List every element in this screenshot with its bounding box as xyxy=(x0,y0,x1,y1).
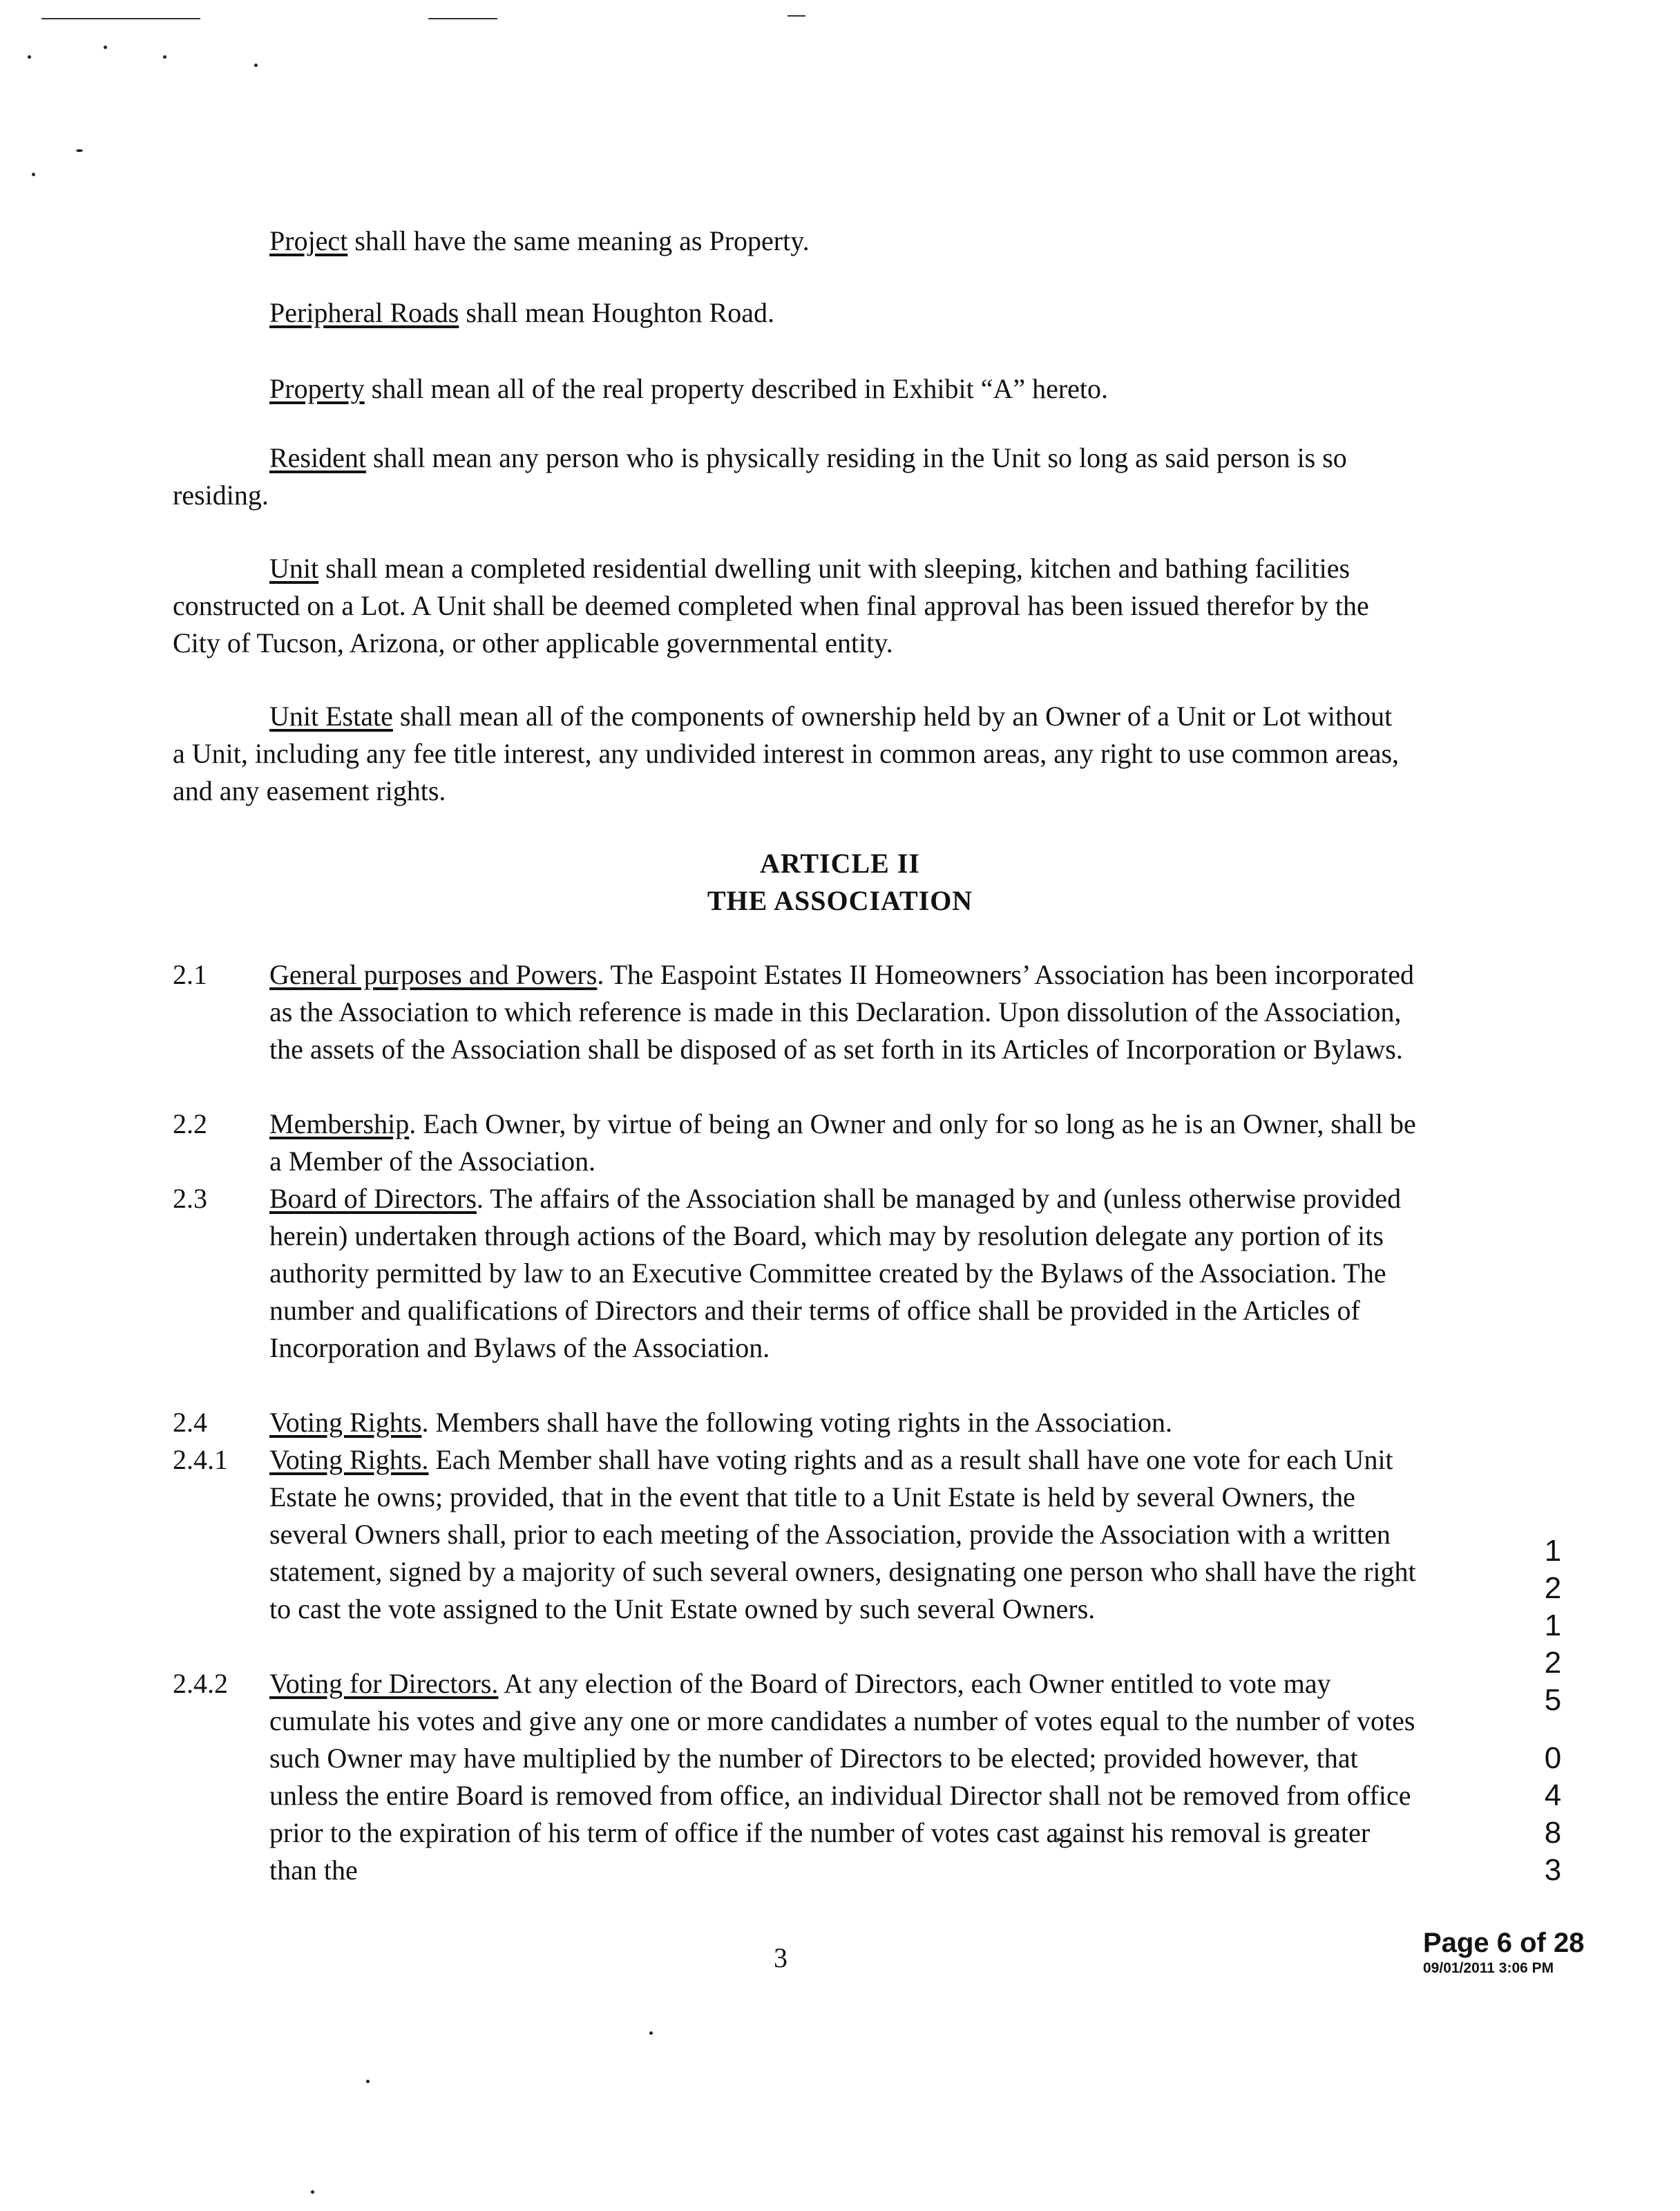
margin-digit: 4 xyxy=(1544,1778,1562,1812)
definition-term: Project xyxy=(269,225,348,256)
section-2-2 xyxy=(173,1106,1416,1180)
section-text: . Each Owner, by virtue of being an Owner and only for so long as he is an Owner, shall be a Member of the Association. xyxy=(269,1108,1416,1177)
section-heading: General purposes and Powers xyxy=(269,959,598,990)
margin-digit: 0 xyxy=(1544,1741,1562,1775)
scan-artifact-line xyxy=(788,15,805,17)
definition-text: shall mean a completed residential dwelling unit with sleeping, kitchen and bathing facilities constructed on a Lot. A Unit shall be deemed completed when final approval has been issued therefor by the City of Tucson, Arizona, or other applicable governmental entity. xyxy=(173,553,1369,658)
definition-project xyxy=(173,222,1409,260)
section-heading: Voting Rights. xyxy=(269,1444,429,1475)
margin-digit: 2 xyxy=(1544,1571,1562,1605)
section-2-4-2 xyxy=(173,1665,1416,1889)
section-2-4-1 xyxy=(173,1441,1416,1628)
section-text: Each Member shall have voting rights and as a result shall have one vote for each Unit Estate he owns; provided, that in the event that title to a Unit Estate is held by several Owners, the several Owners shall, prior to each meeting of the Association, provide the Association with a written statement, signed by a majority of such several owners, designating one person who shall have the right to cast the vote assigned to the Unit Estate owned by such several Owners. xyxy=(269,1444,1416,1624)
definition-term: Property xyxy=(269,373,365,404)
scan-artifact-dot xyxy=(254,64,258,67)
margin-digit: 2 xyxy=(1544,1646,1562,1680)
section-heading: Voting Rights xyxy=(269,1407,422,1438)
section-text: . The affairs of the Association shall be managed by and (unless otherwise provided herein) undertaken through actions of the Board, which may by resolution delegate any portion of its authority permitted by law to an Executive Committee created by the Bylaws of the Association. The number and qualifications of Directors and their terms of office shall be provided in the Articles of Incorporation and Bylaws of the Association. xyxy=(269,1183,1402,1363)
section-2-1 xyxy=(173,956,1416,1068)
scan-artifact-dot xyxy=(28,55,31,59)
margin-digit: 3 xyxy=(1544,1853,1562,1887)
stamp-page-count: Page 6 of 28 xyxy=(1423,1928,1585,1958)
margin-recording-number xyxy=(1539,1532,1567,1889)
scan-artifact-dot xyxy=(32,173,35,176)
definition-property xyxy=(173,370,1409,408)
margin-digit: 1 xyxy=(1544,1609,1562,1642)
section-number: 2.1 xyxy=(173,959,207,990)
scan-artifact-line xyxy=(41,18,200,19)
section-2-3 xyxy=(173,1180,1416,1367)
definition-term: Peripheral Roads xyxy=(269,297,459,328)
scan-artifact-dot xyxy=(366,2080,370,2083)
section-number: 2.2 xyxy=(173,1108,207,1139)
section-text: . The Easpoint Estates II Homeowners’ Association has been incorporated as the Association to which reference is made in this Declaration. Upon dissolution of the Association, the assets of the Association shall be disposed of as set forth in its Articles of Incorporation or Bylaws. xyxy=(269,959,1414,1065)
section-2-4 xyxy=(173,1404,1416,1441)
scan-artifact-dot xyxy=(104,46,107,49)
scan-artifact-dot xyxy=(163,55,166,59)
article-number: ARTICLE II xyxy=(760,848,920,879)
section-text: At any election of the Board of Directors, each Owner entitled to vote may cumulate his votes and give any one or more candidates a number of votes equal to the number of votes such Owner may have multiplied by the number of Directors to be elected; provided however, that unless the entire Board is removed from office, an individual Director shall not be removed from office prior to the expiration of his term of office if the number of votes cast against his removal is greater than the xyxy=(269,1668,1415,1886)
margin-digit: 8 xyxy=(1544,1816,1562,1850)
scan-artifact-dot xyxy=(649,2031,653,2035)
recording-stamp xyxy=(1423,1928,1584,1977)
definition-peripheral-roads xyxy=(173,294,1409,332)
definition-unit-estate xyxy=(173,698,1409,810)
definition-text: shall mean all of the components of ownership held by an Owner of a Unit or Lot without a Unit, including any fee title interest, any undivided interest in common areas, any right to use common areas, and any easement rights. xyxy=(173,701,1400,806)
scan-artifact-dot xyxy=(76,149,83,152)
definition-text: shall mean all of the real property described in Exhibit “A” hereto. xyxy=(364,373,1109,404)
scan-artifact-dot xyxy=(311,2190,314,2194)
section-heading: Voting for Directors. xyxy=(269,1668,499,1699)
margin-digit: 1 xyxy=(1544,1534,1562,1568)
article-title: THE ASSOCIATION xyxy=(707,885,973,916)
section-heading: Board of Directors xyxy=(269,1183,477,1214)
section-number: 2.3 xyxy=(173,1183,207,1214)
page-number: 3 xyxy=(774,1942,788,1973)
section-number: 2.4 xyxy=(173,1407,207,1438)
section-number: 2.4.2 xyxy=(173,1668,228,1699)
definition-term: Resident xyxy=(269,442,366,473)
definition-unit xyxy=(173,550,1409,662)
margin-digit: 5 xyxy=(1544,1683,1562,1717)
definition-text: shall mean any person who is physically residing in the Unit so long as said person is so residing. xyxy=(173,442,1347,511)
section-number: 2.4.1 xyxy=(173,1444,228,1475)
definition-term: Unit Estate xyxy=(269,701,393,732)
stamp-timestamp: 09/01/2011 3:06 PM xyxy=(1423,1960,1554,1976)
scan-artifact-line xyxy=(428,18,497,19)
definition-text: shall mean Houghton Road. xyxy=(459,297,774,328)
definition-resident xyxy=(173,439,1409,514)
definition-term: Unit xyxy=(269,553,319,584)
section-text: . Members shall have the following voting rights in the Association. xyxy=(421,1407,1172,1438)
section-heading: Membership xyxy=(269,1108,410,1139)
definition-text: shall have the same meaning as Property. xyxy=(347,225,810,256)
